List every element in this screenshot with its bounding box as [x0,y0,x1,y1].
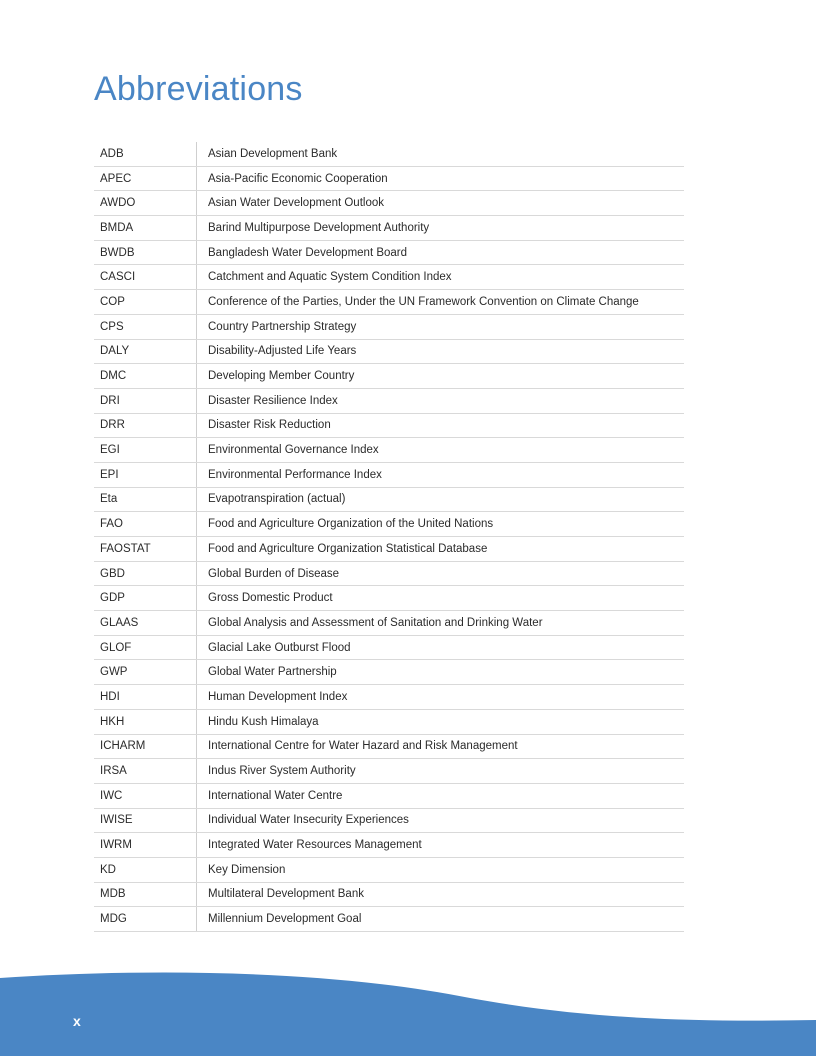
abbreviation-cell: FAO [94,512,197,536]
table-row [94,389,684,414]
definition-cell: Hindu Kush Himalaya [208,715,319,728]
abbreviation-cell: KD [94,858,197,882]
abbreviation-cell: FAOSTAT [94,537,197,561]
definition-cell: Disaster Risk Reduction [208,419,331,432]
definition-cell: Evapotranspiration (actual) [208,493,346,506]
definition-cell: Conference of the Parties, Under the UN Framework Convention on Climate Change [208,295,639,308]
table-row [94,265,684,290]
table-row [94,784,684,809]
abbreviation-cell: GDP [94,586,197,610]
abbreviation-cell: AWDO [94,191,197,215]
table-row [94,463,684,488]
table-row [94,438,684,463]
table-row [94,414,684,439]
table-row [94,488,684,513]
definition-cell: Asian Development Bank [208,147,338,160]
table-row [94,833,684,858]
abbreviation-cell: GWP [94,660,197,684]
table-row [94,710,684,735]
abbreviation-cell: CASCI [94,265,197,289]
table-row [94,660,684,685]
definition-cell: Environmental Governance Index [208,444,379,457]
abbreviation-cell: COP [94,290,197,314]
table-row [94,809,684,834]
definition-cell: Multilateral Development Bank [208,888,364,901]
definition-cell: Glacial Lake Outburst Flood [208,641,351,654]
table-row [94,759,684,784]
definition-cell: Human Development Index [208,690,348,703]
table-row [94,586,684,611]
abbreviation-cell: APEC [94,167,197,191]
table-row [94,883,684,908]
table-row [94,167,684,192]
definition-cell: Indus River System Authority [208,765,356,778]
table-row [94,636,684,661]
abbreviation-cell: BMDA [94,216,197,240]
definition-cell: Bangladesh Water Development Board [208,246,408,259]
definition-cell: Global Water Partnership [208,666,337,679]
definition-cell: Millennium Development Goal [208,913,362,926]
definition-cell: Barind Multipurpose Development Authority [208,221,430,234]
table-row [94,735,684,760]
abbreviation-cell: IWISE [94,809,197,833]
abbreviation-cell: EGI [94,438,197,462]
table-row [94,537,684,562]
abbreviation-cell: BWDB [94,241,197,265]
abbreviation-cell: IWRM [94,833,197,857]
table-row [94,290,684,315]
abbreviation-cell: MDG [94,907,197,931]
definition-cell: Catchment and Aquatic System Condition Index [208,271,452,284]
table-row [94,611,684,636]
abbreviation-cell: IWC [94,784,197,808]
definition-cell: Country Partnership Strategy [208,320,357,333]
abbreviation-cell: DMC [94,364,197,388]
table-row [94,512,684,537]
definition-cell: Key Dimension [208,863,286,876]
definition-cell: Individual Water Insecurity Experiences [208,814,409,827]
table-row [94,364,684,389]
abbreviation-cell: ICHARM [94,735,197,759]
definition-cell: Integrated Water Resources Management [208,839,422,852]
table-row [94,907,684,932]
abbreviation-cell: Eta [94,488,197,512]
abbreviation-cell: GLOF [94,636,197,660]
definition-cell: Gross Domestic Product [208,592,333,605]
abbreviation-cell: DALY [94,340,197,364]
abbreviation-cell: GLAAS [94,611,197,635]
abbreviation-cell: HKH [94,710,197,734]
abbreviation-cell: GBD [94,562,197,586]
table-row [94,340,684,365]
table-row [94,191,684,216]
page-title: Abbreviations [94,70,303,108]
definition-cell: Global Analysis and Assessment of Sanitation and Drinking Water [208,616,543,629]
abbreviation-cell: ADB [94,142,197,166]
abbreviation-cell: HDI [94,685,197,709]
definition-cell: International Water Centre [208,789,343,802]
definition-cell: Disability-Adjusted Life Years [208,345,357,358]
table-row [94,142,684,167]
definition-cell: Food and Agriculture Organization Statistical Database [208,542,488,555]
footer-wave [0,970,816,1056]
definition-cell: International Centre for Water Hazard and Risk Management [208,740,518,753]
abbreviations-table [94,142,684,932]
definition-cell: Food and Agriculture Organization of the United Nations [208,518,494,531]
definition-cell: Disaster Resilience Index [208,394,338,407]
table-row [94,858,684,883]
abbreviation-cell: MDB [94,883,197,907]
abbreviation-cell: DRI [94,389,197,413]
table-row [94,241,684,266]
definition-cell: Environmental Performance Index [208,468,382,481]
definition-cell: Global Burden of Disease [208,567,340,580]
definition-cell: Asian Water Development Outlook [208,197,384,210]
abbreviation-cell: DRR [94,414,197,438]
abbreviation-cell: IRSA [94,759,197,783]
abbreviation-cell: EPI [94,463,197,487]
page-number: x [73,1013,81,1029]
abbreviation-cell: CPS [94,315,197,339]
definition-cell: Developing Member Country [208,370,355,383]
table-row [94,315,684,340]
table-row [94,216,684,241]
table-row [94,685,684,710]
definition-cell: Asia-Pacific Economic Cooperation [208,172,388,185]
table-row [94,562,684,587]
